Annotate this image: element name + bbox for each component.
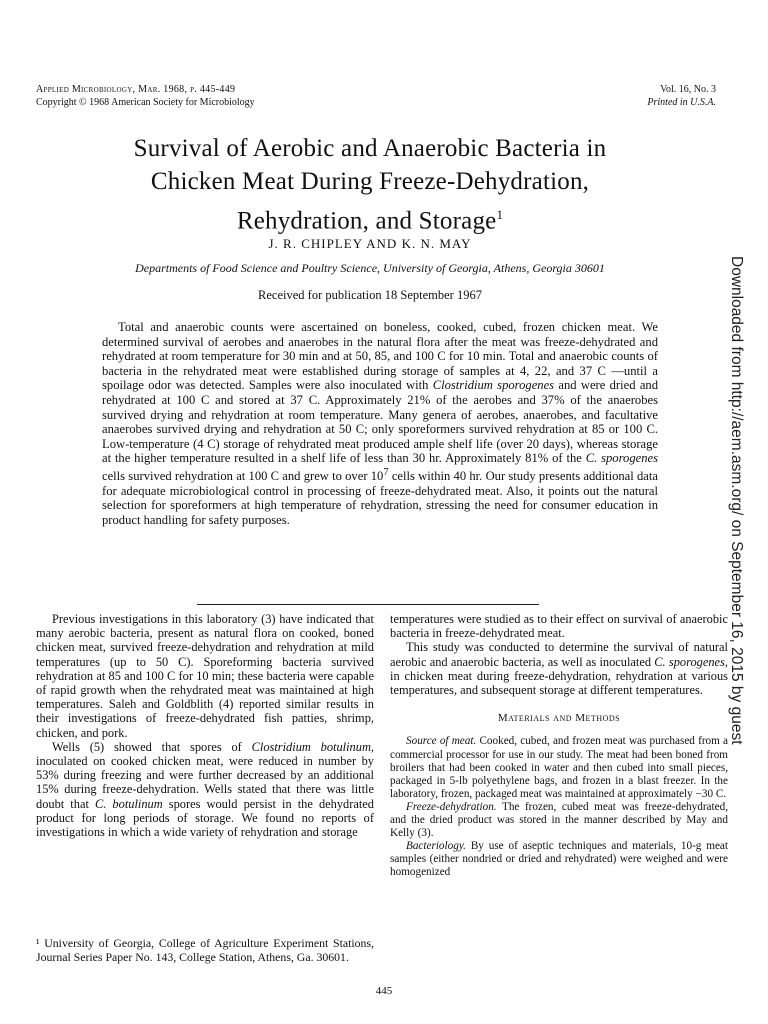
intro-paragraph-2 — [36, 740, 374, 839]
journal-citation: Applied Microbiology, Mar. 1968, p. 445-449 — [36, 84, 236, 95]
printed-in: Printed in U.S.A. — [647, 97, 716, 108]
intro-paragraph-1: Previous investigations in this laboratory (3) have indicated that many aerobic bacteria, present as natural flora on cooked, boned chicken meat, survived freeze-dehydration and rehydration at mild temperatures (up to 50 C). Sporeforming bacteria survived rehydration at 85 and 100 C for 10 min; these bacteria were capable of rapid growth when the rehydrated meat was maintained at high temperatures. Saleh and Goldblith (4) reported similar results in their investigations of freeze-dehydrated fish patties, shrimp, chicken, and pork. — [36, 612, 374, 740]
received-date: Received for publication 18 September 1967 — [258, 288, 482, 302]
title-footnote-mark: 1 — [496, 207, 504, 222]
footnote: ¹ University of Georgia, College of Agriculture Experiment Stations, Journal Series Paper No. 143, College Station, Athens, Ga. 30601. — [36, 936, 374, 964]
intro-paragraph-continued: temperatures were studied as to their effect on survival of anaerobic bacteria in freeze-dehydrated meat. — [390, 612, 728, 641]
body-text: By use of aseptic techniques and materials, 10-g meat samples (either nondried or dried and rehydrated) were weighed and were homogenized — [390, 840, 728, 879]
species-name: Clostridium botulinum — [251, 739, 371, 754]
body-text: This study was conducted to determine the survival of natural aerobic and anaerobic bacteria, as well as inoculated — [390, 640, 728, 669]
methods-freeze-dehydration — [390, 801, 728, 840]
running-header-left — [36, 83, 255, 109]
affiliation: Departments of Food Science and Poultry Science, University of Georgia, Athens, Georgia 30601 — [135, 261, 605, 275]
title-line-1: Survival of Aerobic and Anaerobic Bacteria in — [133, 135, 607, 162]
body-text: Wells (5) showed that spores of — [52, 739, 252, 754]
title-line-3-text: Rehydration, and Storage — [236, 207, 497, 235]
intro-paragraph-3 — [390, 640, 728, 697]
subsection-heading: Bacteriology. — [406, 840, 466, 853]
body-text: Cooked, cubed, and frozen meat was purchased from a commercial processor for use in our study. The meat had been boned from broilers that had been cooked in water and then cubed into small pieces, packaged in 5-lb polyethylene bags, and frozen in a blast freezer. In the laboratory, frozen, packaged meat was maintained at approximately −30 C. — [390, 735, 728, 800]
subsection-heading: Freeze-dehydration. — [406, 800, 497, 813]
authors: J. R. CHIPLEY AND K. N. MAY — [268, 236, 472, 251]
left-column — [36, 612, 374, 839]
volume-issue: Vol. 16, No. 3 — [660, 84, 716, 95]
abstract-divider — [197, 604, 539, 605]
abstract — [102, 320, 658, 528]
download-watermark: Downloaded from http://aem.asm.org/ on September 16, 2015 by guest — [728, 256, 745, 745]
methods-bacteriology — [390, 840, 728, 879]
body-text: , inoculated on cooked chicken meat, were reduced in number by 53% during freezing and were further decreased by an additional 15% during freeze-dehydration. Wells stated that there was little doubt that — [36, 739, 375, 811]
body-text: The frozen, cubed meat was freeze-dehydrated, and the dried product was stored in the manner described by May and Kelly (3). — [390, 800, 728, 840]
abstract-text: Total and anaerobic counts were ascertained on boneless, cooked, cubed, frozen chicken meat. We determined survival of aerobes and anaerobes in the natural flora after the meat was freeze-dehydrated and rehydrated at room temperature for 30 min and at 50, 85, and 100 C for 10 min. Total and anaerobic counts of bacteria in the rehydrated meat were established during storage of samples at 4, 22, and 37 C —until a spoilage odor was detected. Samples were also inoculated with — [102, 320, 658, 393]
abstract-text: cells survived rehydration at 100 C and grew to over 10 — [102, 469, 384, 484]
abstract-species: C. sporogenes — [585, 451, 658, 466]
abstract-species: Clostridium sporogenes — [432, 378, 555, 393]
running-header-right — [647, 83, 716, 109]
species-name: C. sporogenes — [654, 654, 725, 669]
methods-source-of-meat — [390, 735, 728, 800]
methods-text — [390, 735, 728, 879]
abstract-text: and were dried and rehydrated at 100 C and stored at 37 C. Approximately 21% of the aerobes and 37% of the anaerobes survived drying and rehydration at room temperature. Many genera of aerobes, anaerobes, and facultative anaerobes survived drying and rehydration at 50 C; only sporeformers survived rehydration at 85 or 100 C. Low-temperature (4 C) storage of rehydrated meat produced ample shelf life (over 20 days), whereas storage at the higher temperature resulted in a shelf life of less than 30 hr. Approximately 81% of the — [102, 378, 658, 466]
subsection-heading: Source of meat. — [406, 735, 477, 748]
page-number: 445 — [375, 985, 393, 997]
title-line-3 — [60, 198, 680, 237]
copyright-line: Copyright © 1968 American Society for Microbiology — [36, 97, 255, 108]
abstract-text: cells within 40 hr. Our study presents additional data for adequate microbiological control in processing of freeze-dehydrated meat. Also, it points out the natural selection for sporeformers at high temperature of rehydration, stressing the need for consumer education in product handling for safety purposes. — [102, 469, 658, 527]
abstract-exponent: 7 — [383, 466, 389, 478]
right-column — [390, 612, 728, 879]
abstract-paragraph — [102, 320, 658, 528]
body-text: , in chicken meat during freeze-dehydration, rehydration at various temperatures, and subsequent storage at different temperatures. — [390, 654, 728, 698]
article-title — [60, 132, 680, 237]
body-text: spores would persist in the dehydrated product for long periods of storage. We found no reports of investigations in which a wide variety of rehydration and storage — [36, 796, 374, 840]
title-line-2: Chicken Meat During Freeze-Dehydration, — [150, 168, 590, 195]
section-heading-methods: Materials and Methods — [497, 712, 621, 725]
species-name: C. botulinum — [94, 796, 163, 811]
